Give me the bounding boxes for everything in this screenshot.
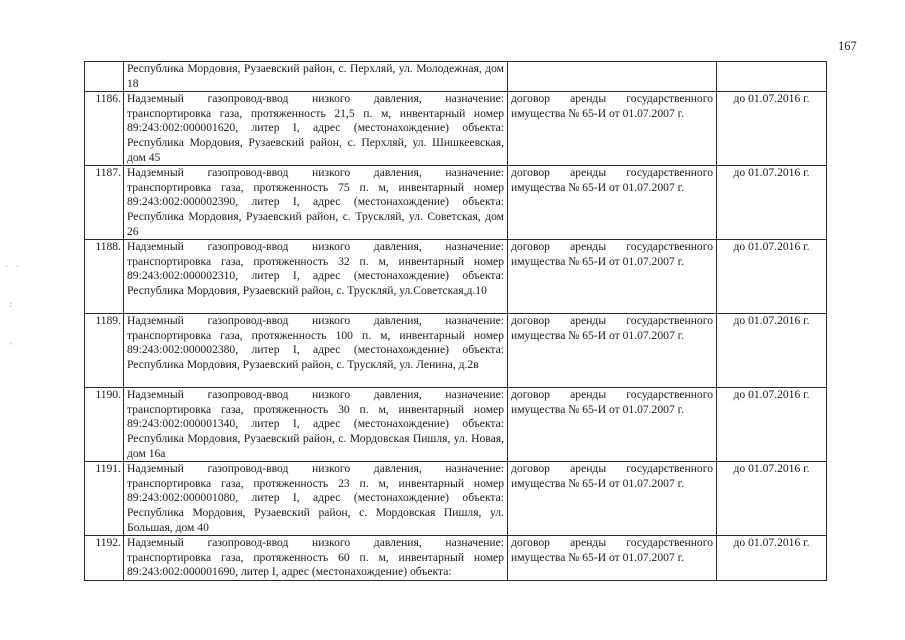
object-description: Надземный газопровод-ввод низкого давления, назначение: транспортировка газа, протяженность 60 п. м, инвентарный номер 89:243:002:000001690, литер I, адрес (местонахождение) объекта: [124, 536, 508, 581]
lease-term: до 01.07.2016 г. [717, 462, 827, 536]
lease-term: до 01.07.2016 г. [717, 388, 827, 462]
row-number [85, 62, 124, 92]
lease-basis: договор аренды государственного имущества № 65-И от 01.07.2007 г. [508, 462, 717, 536]
page-number: 167 [838, 39, 857, 53]
lease-term: до 01.07.2016 г. [717, 314, 827, 388]
scan-margin-mark: · [8, 340, 14, 350]
table-row [85, 166, 827, 240]
scan-margin-mark: : [8, 300, 14, 310]
lease-term: до 01.07.2016 г. [717, 536, 827, 581]
row-number: 1187. [85, 166, 124, 240]
lease-basis: договор аренды государственного имущества № 65-И от 01.07.2007 г. [508, 240, 717, 314]
table-row [85, 388, 827, 462]
lease-basis: договор аренды государственного имущества № 65-И от 01.07.2007 г. [508, 166, 717, 240]
table-row [85, 462, 827, 536]
lease-basis: договор аренды государственного имущества № 65-И от 01.07.2007 г. [508, 536, 717, 581]
row-number: 1191. [85, 462, 124, 536]
table-row [85, 62, 827, 92]
property-table [84, 61, 827, 581]
row-number: 1186. [85, 92, 124, 166]
lease-basis: договор аренды государственного имущества № 65-И от 01.07.2007 г. [508, 314, 717, 388]
object-description: Надземный газопровод-ввод низкого давления, назначение: транспортировка газа, протяженность 75 п. м, инвентарный номер 89:243:002:000002390, литер I, адрес (местонахождение) объекта: Республика Мордовия, Рузаевский район, с. Трускляй, ул. Советская, дом 26 [124, 166, 508, 240]
lease-term: до 01.07.2016 г. [717, 240, 827, 314]
row-number: 1189. [85, 314, 124, 388]
lease-basis: договор аренды государственного имущества № 65-И от 01.07.2007 г. [508, 92, 717, 166]
lease-term: до 01.07.2016 г. [717, 166, 827, 240]
object-description: Надземный газопровод-ввод низкого давления, назначение: транспортировка газа, протяженность 21,5 п. м, инвентарный номер 89:243:002:000001620, литер I, адрес (местонахождение) объекта: Республика Мордовия, Рузаевский район, с. Перхляй, ул. Шишкеевская, дом 45 [124, 92, 508, 166]
object-description: Надземный газопровод-ввод низкого давления, назначение: транспортировка газа, протяженность 32 п. м, инвентарный номер 89:243:002:000002310, литер I, адрес (местонахождение) объекта: Республика Мордовия, Рузаевский район, с. Трускляй, ул.Советская,д.10 [124, 240, 508, 314]
lease-term: до 01.07.2016 г. [717, 92, 827, 166]
table-row [85, 314, 827, 388]
object-description: Надземный газопровод-ввод низкого давления, назначение: транспортировка газа, протяженность 30 п. м, инвентарный номер 89:243:002:000001340, литер I, адрес (местонахождение) объекта: Республика Мордовия, Рузаевский район, с. Мордовская Пишля, ул. Новая, дом 16а [124, 388, 508, 462]
row-number: 1188. [85, 240, 124, 314]
table-row [85, 240, 827, 314]
object-description: Надземный газопровод-ввод низкого давления, назначение: транспортировка газа, протяженность 23 п. м, инвентарный номер 89:243:002:000001080, литер I, адрес (местонахождение) объекта: Республика Мордовия, Рузаевский район, с. Мордовская Пишля, ул. Большая, дом 40 [124, 462, 508, 536]
lease-term [717, 62, 827, 92]
scan-margin-mark: · · [4, 262, 21, 272]
object-description: Республика Мордовия, Рузаевский район, с. Перхляй, ул. Молодежная, дом 18 [124, 62, 508, 92]
lease-basis: договор аренды государственного имущества № 65-И от 01.07.2007 г. [508, 388, 717, 462]
table-row [85, 536, 827, 581]
row-number: 1192. [85, 536, 124, 581]
object-description: Надземный газопровод-ввод низкого давления, назначение: транспортировка газа, протяженность 100 п. м, инвентарный номер 89:243:002:000002380, литер I, адрес (местонахождение) объекта: Республика Мордовия, Рузаевский район, с. Трускляй, ул. Ленина, д.2в [124, 314, 508, 388]
lease-basis [508, 62, 717, 92]
table-row [85, 92, 827, 166]
row-number: 1190. [85, 388, 124, 462]
